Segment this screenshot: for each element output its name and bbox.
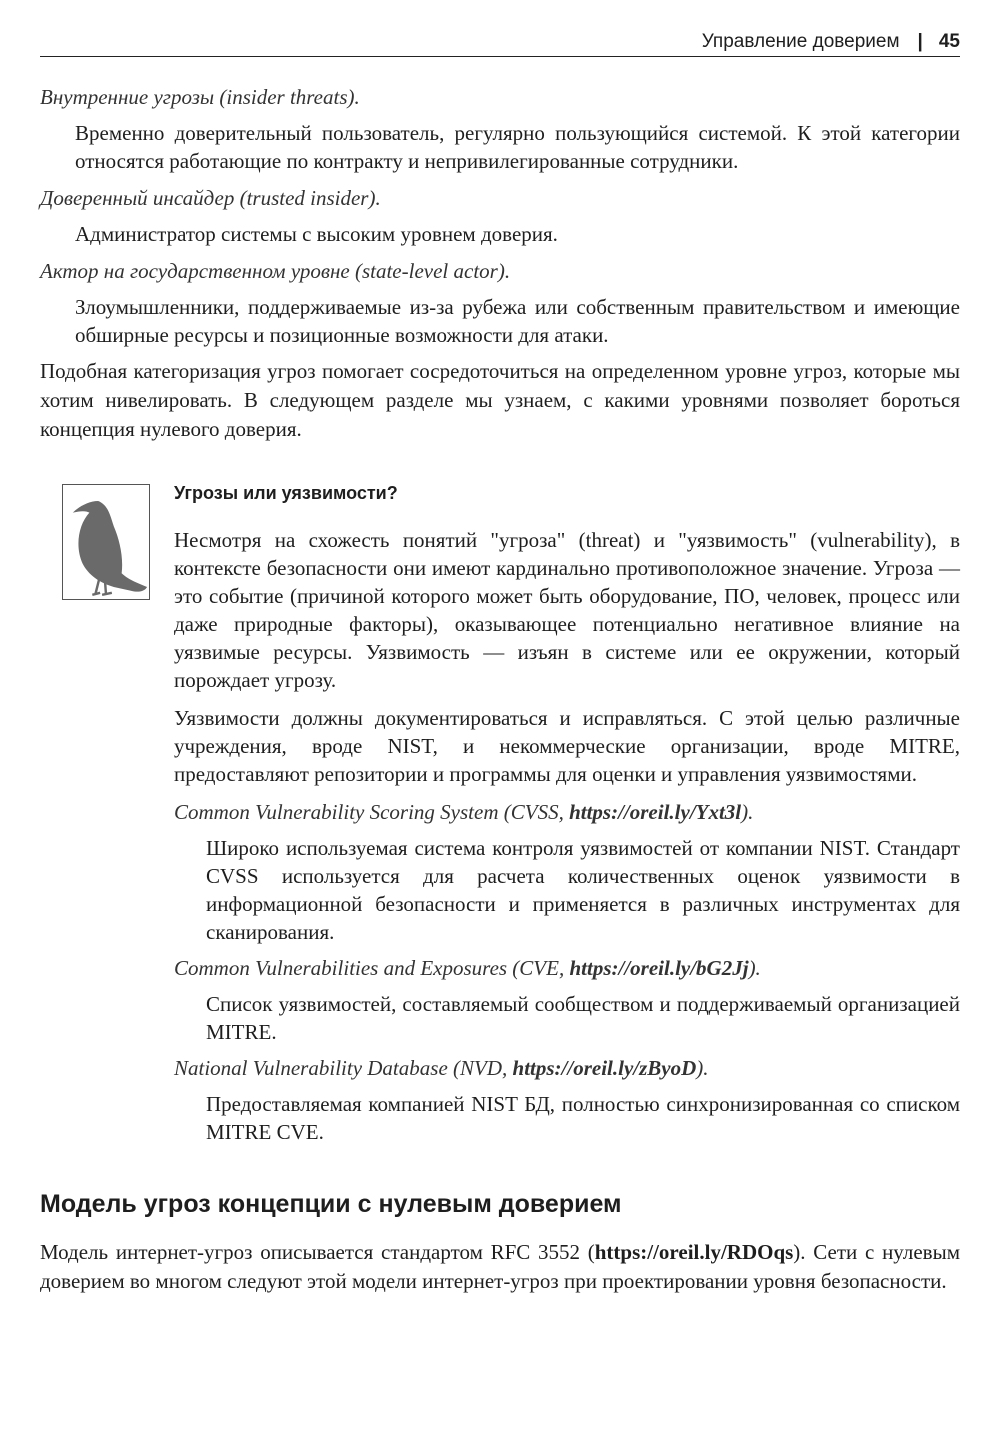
crow-icon bbox=[62, 484, 150, 600]
note-paragraph-threat-vs-vulnerability: Несмотря на схожесть понятий "угроза" (threat) и "уязвимость" (vulnerability), в контексте безопасности они имеют кардинально противоположное значение. Угроза — это событие (причиной которого может быть оборудование, ПО, человек, процесс или даже природные факторы), оказывающее потенциально негативное влияние на уязвимые ресурсы. Уязвимость — изъян в системе или ее окружении, который порождает угрозу. bbox=[174, 528, 960, 692]
summary-paragraph: Подобная категоризация угроз помогает сосредоточиться на определенном уровне угроз, которые мы хотим нивелировать. В следующем разделе мы узнаем, с какими уровнями позволяет бороться концепция нулевого доверия. bbox=[40, 359, 960, 441]
page-number: 45 bbox=[938, 31, 960, 52]
section-heading: Модель угроз концепции с нулевым доверием bbox=[40, 1190, 622, 1218]
running-head-title: Управление доверием bbox=[701, 31, 900, 52]
note-def-cvss: Широко используемая система контроля уязвимостей от компании NIST. Стандарт CVSS используется для расчета количественных оценок уязвимости в информационной безопасности и применяется в различных инструментах для сканирования. bbox=[206, 836, 960, 944]
note-term-cvss-suffix: ). bbox=[741, 800, 754, 824]
cvss-link[interactable]: https://oreil.ly/Yxt3l bbox=[569, 800, 742, 824]
definition-term-insider-threats: Внутренние угрозы (insider threats). bbox=[40, 85, 360, 109]
section-paragraph-suffix: ). Сети с нулевым доверием во многом следуют этой модели интернет-угроз при проектировании уровня безопасности. bbox=[40, 1240, 960, 1293]
note-term-nvd-prefix: National Vulnerability Database (NVD, bbox=[174, 1056, 513, 1080]
note-term-cve bbox=[174, 954, 960, 982]
note-title: Угрозы или уязвимости? bbox=[174, 483, 398, 503]
running-head-separator: | bbox=[917, 31, 923, 52]
note-term-nvd-suffix: ). bbox=[696, 1056, 709, 1080]
running-head bbox=[40, 28, 960, 57]
definition-text-state-level-actor: Злоумышленники, поддерживаемые из-за рубежа или собственным правительством и имеющие обширные ресурсы и позиционные возможности для атаки. bbox=[75, 295, 960, 347]
note-term-cve-suffix: ). bbox=[748, 956, 761, 980]
definition-term-trusted-insider: Доверенный инсайдер (trusted insider). bbox=[40, 186, 381, 210]
note-term-cvss-prefix: Common Vulnerability Scoring System (CVSS, bbox=[174, 800, 570, 824]
note-term-cvss bbox=[174, 798, 960, 826]
note-box bbox=[62, 480, 960, 1146]
section-paragraph-prefix: Модель интернет-угроз описывается стандартом RFC 3552 ( bbox=[40, 1240, 595, 1264]
note-term-nvd bbox=[174, 1054, 960, 1082]
note-def-cve: Список уязвимостей, составляемый сообществом и поддерживаемый организацией MITRE. bbox=[206, 992, 960, 1044]
definition-term-state-level-actor: Актор на государственном уровне (state-level actor). bbox=[40, 259, 511, 283]
definition-text-trusted-insider: Администратор системы с высоким уровнем доверия. bbox=[75, 222, 558, 246]
page-content bbox=[40, 82, 960, 1296]
note-paragraph-vulnerability-repositories: Уязвимости должны документироваться и исправляться. С этой целью различные учреждения, вроде NIST, и некоммерческие организации, вроде MITRE, предоставляют репозитории и программы для оценки и управления уязвимостями. bbox=[174, 706, 960, 786]
definition-text-insider-threats: Временно доверительный пользователь, регулярно пользующийся системой. К этой категории относятся работающие по контракту и непривилегированные сотрудники. bbox=[75, 121, 960, 173]
cve-link[interactable]: https://oreil.ly/bG2Jj bbox=[569, 956, 749, 980]
note-def-nvd: Предоставляемая компанией NIST БД, полностью синхронизированная со списком MITRE CVE. bbox=[206, 1092, 960, 1144]
note-term-cve-prefix: Common Vulnerabilities and Exposures (CVE, bbox=[174, 956, 570, 980]
section-paragraph bbox=[40, 1238, 960, 1296]
rfc-3552-link[interactable]: https://oreil.ly/RDOqs bbox=[594, 1240, 794, 1264]
nvd-link[interactable]: https://oreil.ly/zByoD bbox=[512, 1056, 697, 1080]
